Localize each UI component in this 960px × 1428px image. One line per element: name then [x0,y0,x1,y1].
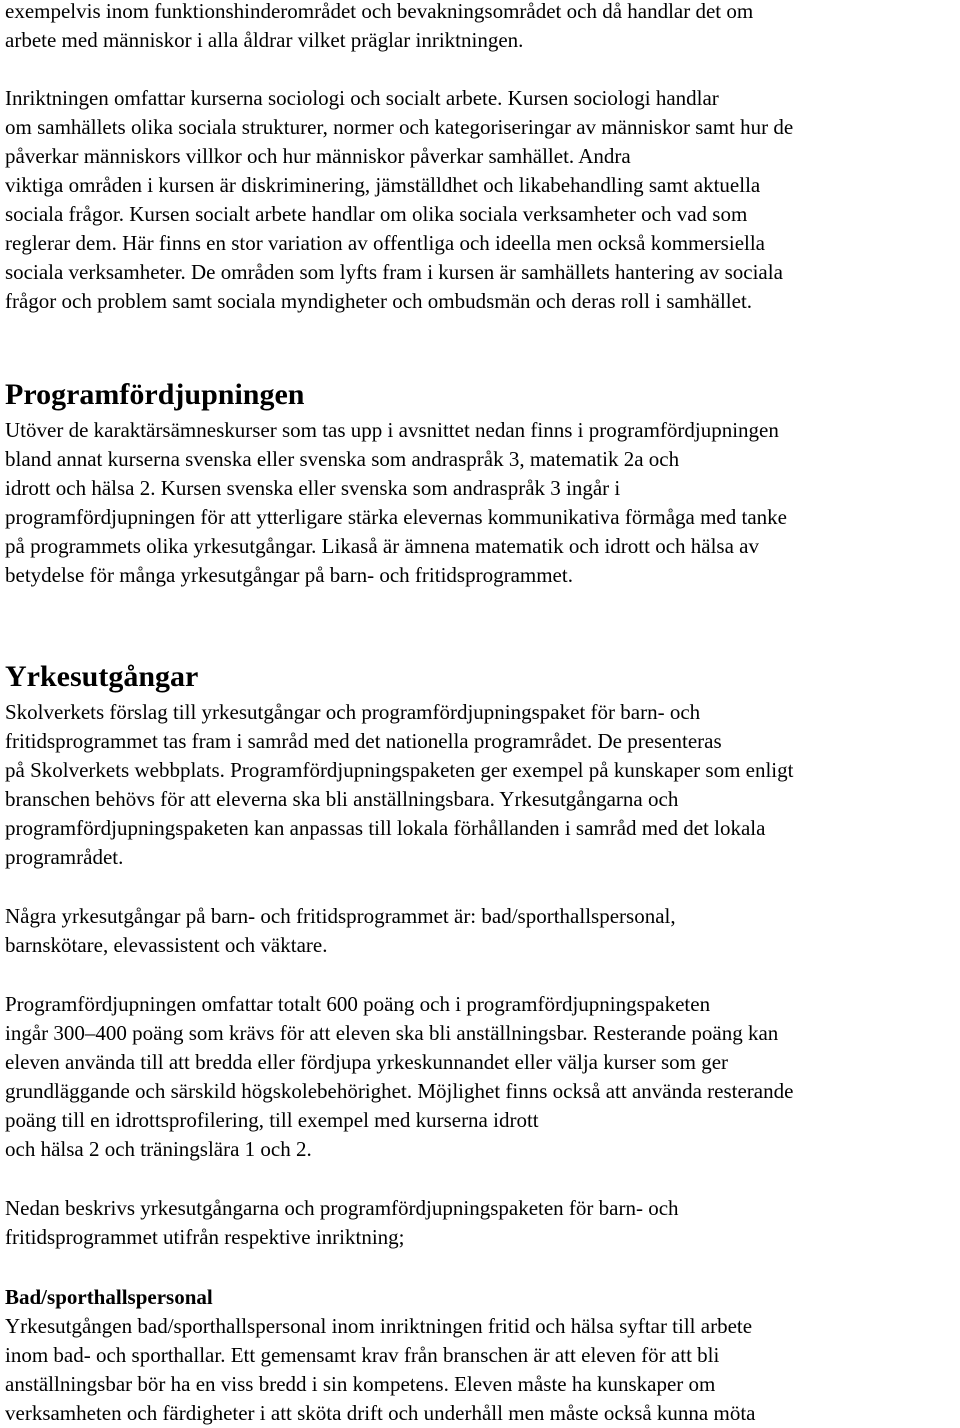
text-line: Nedan beskrivs yrkesutgångarna och programfördjupningspaketen för barn- och [5,1196,679,1220]
text-line: påverkar människors villkor och hur människor påverkar samhället. Andra [5,144,631,168]
text-line: poäng till en idrottsprofilering, till exempel med kurserna idrott [5,1108,539,1132]
text-line: Skolverkets förslag till yrkesutgångar och programfördjupningspaket för barn- och [5,700,701,724]
section-heading-yrkesutgangar: Yrkesutgångar [5,660,199,693]
text-line: ingår 300–400 poäng som krävs för att eleven ska bli anställningsbar. Resterande poäng kan [5,1021,779,1045]
text-line: sociala verksamheter. De områden som lyfts fram i kursen är samhällets hantering av sociala [5,260,783,284]
text-line: anställningsbar bör ha en viss bredd i sin kompetens. Eleven måste ha kunskaper om [5,1372,716,1396]
text-line: programfördjupningen för att ytterligare stärka elevernas kommunikativa förmåga med tanke [5,505,787,529]
text-line: eleven använda till att bredda eller fördjupa yrkeskunnandet eller välja kurser som ger [5,1050,729,1074]
text-line: verksamheten och färdigheter i att sköta drift och underhåll men måste också kunna möta [5,1401,756,1425]
text-line: reglerar dem. Här finns en stor variation av offentliga och ideella men också kommersiella [5,231,765,255]
text-line: grundläggande och särskild högskolebehörighet. Möjlighet finns också att använda resterande [5,1079,794,1103]
text-line: Några yrkesutgångar på barn- och fritidsprogrammet är: bad/sporthallspersonal, [5,904,676,928]
text-line: sociala frågor. Kursen socialt arbete handlar om olika sociala verksamheter och vad som [5,202,748,226]
text-line: på Skolverkets webbplats. Programfördjupningspaketen ger exempel på kunskaper som enligt [5,758,794,782]
text-line: Programfördjupningen omfattar totalt 600 poäng och i programfördjupningspaketen [5,992,711,1016]
section-heading-programfordjupningen: Programfördjupningen [5,378,305,411]
text-line: Inriktningen omfattar kurserna sociologi och socialt arbete. Kursen sociologi handlar [5,86,719,110]
text-line: om samhällets olika sociala strukturer, normer och kategoriseringar av människor samt hur de [5,115,794,139]
text-line: programrådet. [5,845,124,869]
text-line: barnskötare, elevassistent och väktare. [5,933,328,957]
text-line: fritidsprogrammet utifrån respektive inriktning; [5,1225,405,1249]
text-line: Utöver de karaktärsämneskurser som tas upp i avsnittet nedan finns i programfördjupningen [5,418,779,442]
text-line: arbete med människor i alla åldrar vilket präglar inriktningen. [5,28,524,52]
text-line: viktiga områden i kursen är diskriminering, jämställdhet och likabehandling samt aktuella [5,173,761,197]
subheading-bad-sporthallspersonal: Bad/sporthallspersonal [5,1285,213,1309]
text-line: inom bad- och sporthallar. Ett gemensamt krav från branschen är att eleven för att bli [5,1343,720,1367]
text-line: på programmets olika yrkesutgångar. Likaså är ämnena matematik och idrott och hälsa av [5,534,759,558]
text-line: frågor och problem samt sociala myndigheter och ombudsmän och deras roll i samhället. [5,289,753,313]
text-line: branschen behövs för att eleverna ska bli anställningsbara. Yrkesutgångarna och [5,787,679,811]
text-line: exempelvis inom funktionshinderområdet och bevakningsområdet och då handlar det om [5,0,754,23]
text-line: Yrkesutgången bad/sporthallspersonal inom inriktningen fritid och hälsa syftar till arbete [5,1314,753,1338]
text-line: fritidsprogrammet tas fram i samråd med det nationella programrådet. De presenteras [5,729,722,753]
text-line: bland annat kurserna svenska eller svenska som andraspråk 3, matematik 2a och [5,447,680,471]
text-line: programfördjupningspaketen kan anpassas till lokala förhållanden i samråd med det lokala [5,816,766,840]
text-line: idrott och hälsa 2. Kursen svenska eller svenska som andraspråk 3 ingår i [5,476,621,500]
text-line: betydelse för många yrkesutgångar på barn- och fritidsprogrammet. [5,563,573,587]
text-line: och hälsa 2 och träningslära 1 och 2. [5,1137,312,1161]
